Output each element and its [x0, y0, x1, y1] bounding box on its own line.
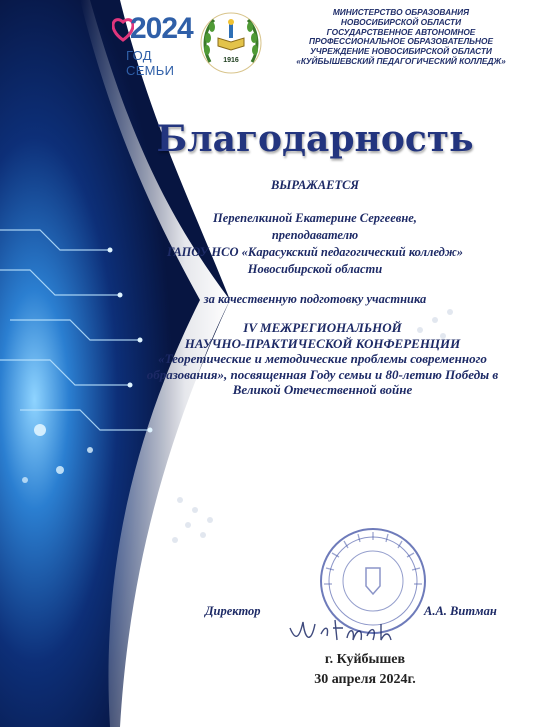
ministry-line: ГОСУДАРСТВЕННОЕ АВТОНОМНОЕ [326, 26, 476, 37]
conference-line: НАУЧНО-ПРАКТИЧЕСКОЙ КОНФЕРЕНЦИИ [184, 335, 461, 351]
ministry-line: «КУЙБЫШЕВСКИЙ ПЕДАГОГИЧЕСКИЙ КОЛЛЕДЖ» [296, 55, 506, 66]
conference-block [140, 320, 505, 398]
college-emblem [198, 10, 264, 76]
signatory-name: А.А. Витман [424, 604, 497, 618]
expresses-label: ВЫРАЖАЕТСЯ [270, 178, 360, 192]
recipient-organization: ГАПОУ НСО «Карасукский педагогический колледж» [166, 245, 464, 259]
document-title: Благодарность [156, 118, 474, 160]
conference-line: IV МЕЖРЕГИОНАЛЬНОЙ [243, 320, 402, 335]
ministry-line: УЧРЕЖДЕНИЕ НОВОСИБИРСКОЙ ОБЛАСТИ [310, 46, 492, 57]
year-of-family-logo [112, 12, 193, 78]
emblem-year: 1916 [223, 57, 239, 64]
logo-year: 2024 [130, 12, 193, 45]
ministry-header [270, 8, 532, 67]
laurel-book-icon [198, 10, 264, 76]
conference-line: образования», посвященная Году семьи и 80-летию Победы в [146, 366, 499, 382]
issue-date: 30 апреля 2024г. [314, 672, 416, 687]
handwritten-signature [285, 610, 405, 650]
recipient-position: преподавателю [271, 228, 359, 242]
recipient-region: Новосибирской области [247, 262, 383, 276]
conference-line: «Теоретические и методические проблемы современного [158, 351, 487, 366]
recipient-block [150, 210, 480, 278]
recipient-name: Перепелкиной Екатерине Сергеевне, [213, 211, 417, 225]
reason-text: за качественную подготовку участника [203, 292, 427, 306]
ministry-line: НОВОСИБИРСКОЙ ОБЛАСТИ [340, 16, 462, 27]
logo-subtitle: ГОД СЕМЬИ [126, 48, 175, 78]
ministry-line: ПРОФЕССИОНАЛЬНОЕ ОБРАЗОВАТЕЛЬНОЕ [309, 36, 493, 47]
signatory-role: Директор [205, 604, 261, 618]
ministry-line: МИНИСТЕРСТВО ОБРАЗОВАНИЯ [332, 7, 470, 17]
issue-city: г. Куйбышев [324, 652, 406, 667]
conference-line: Великой Отечественной войне [232, 382, 413, 397]
